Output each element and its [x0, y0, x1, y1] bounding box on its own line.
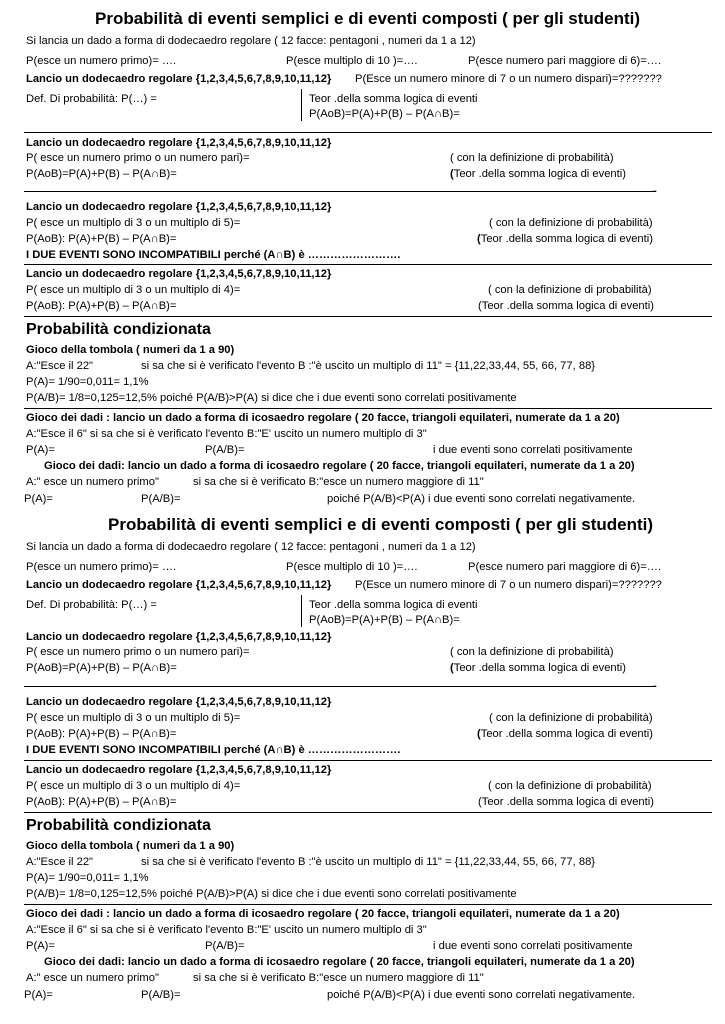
divider [24, 264, 712, 265]
divider [24, 132, 712, 133]
block-2-formula: P(AoB): P(A)+P(B) – P(A∩B)= [26, 233, 177, 245]
tombola-p-a-given-b: P(A/B)= 1/8=0,125=12,5% poiché P(A/B)>P(A) si dice che i due eventi sono correlati positivamente [26, 392, 517, 404]
separator-line [301, 89, 302, 121]
block-1-heading: Lancio un dodecaedro regolare {1,2,3,4,5,6,7,8,9,10,11,12} [26, 137, 332, 149]
worksheet-title: Probabilità di eventi semplici e di eventi composti ( per gli studenti) [108, 515, 654, 534]
dice-2-p-a: P(A)= [24, 989, 53, 1001]
dice-1-p-a-given-b: P(A/B)= [205, 444, 245, 456]
question-multiple-10: P(esce multiplo di 10 )=…. [286, 561, 418, 573]
dice-1-p-a: P(A)= [26, 940, 55, 952]
block-2-hint-theorem: (Teor .della somma logica di eventi) [477, 728, 653, 740]
block-1-hint-definition: ( con la definizione di probabilità) [450, 152, 614, 164]
divider [24, 408, 712, 409]
conditional-probability-title: Probabilità condizionata [26, 321, 211, 338]
block-2-formula: P(AoB): P(A)+P(B) – P(A∩B)= [26, 728, 177, 740]
tombola-event-b: si sa che si è verificato l'evento B :"è uscito un multiplo di 11" = {11,22,33,44, 55, 66, 77, 88} [141, 856, 596, 868]
block-1-formula: P(AoB)=P(A)+P(B) – P(A∩B)= [26, 662, 177, 674]
dice-1-event: A:"Esce il 6" si sa che si è verificato l'evento B:"E' uscito un numero multiplo di 3" [26, 924, 427, 936]
dice-2-conclusion: poiché P(A/B)<P(A) i due eventi sono correlati negativamente. [327, 493, 636, 505]
divider [24, 904, 712, 905]
dice-1-heading: Gioco dei dadi : lancio un dado a forma di icosaedro regolare ( 20 facce, triangoli equilateri, numerate da 1 a 20) [26, 412, 620, 424]
question-multiple-10: P(esce multiplo di 10 )=…. [286, 55, 418, 67]
block-1-formula: P(AoB)=P(A)+P(B) – P(A∩B)= [26, 168, 177, 180]
block-1-hint-theorem: (Teor .della somma logica di eventi) [450, 168, 626, 180]
question-prime: P(esce un numero primo)= …. [26, 55, 177, 67]
tombola-event-a: A:"Esce il 22" [26, 856, 94, 868]
dice-2-event-b: si sa che si è verificato B:"esce un numero maggiore di 11" [193, 972, 484, 984]
intro-text: Si lancia un dado a forma di dodecaedro regolare ( 12 facce: pentagoni , numeri da 1 a 12) [26, 35, 476, 47]
dice-2-heading: Gioco dei dadi: lancio un dado a forma di icosaedro regolare ( 20 facce, triangoli equilateri, numerate da 1 a 20) [44, 460, 635, 472]
dice-2-p-a-given-b: P(A/B)= [141, 493, 181, 505]
theorem-formula: P(AoB)=P(A)+P(B) – P(A∩B)= [309, 108, 460, 120]
block-3-hint-definition: ( con la definizione di probabilità) [488, 780, 652, 792]
dice-2-p-a: P(A)= [24, 493, 53, 505]
block-2-question: P( esce un multiplo di 3 o un multiplo di 5)= [26, 712, 241, 724]
dice-2-conclusion: poiché P(A/B)<P(A) i due eventi sono correlati negativamente. [327, 989, 636, 1001]
block-2-heading: Lancio un dodecaedro regolare {1,2,3,4,5,6,7,8,9,10,11,12} [26, 696, 332, 708]
question-even-greater-6: P(esce numero pari maggiore di 6)=…. [468, 55, 662, 67]
divider [24, 191, 654, 192]
block-3-question: P( esce un multiplo di 3 o un multiplo di 4)= [26, 780, 241, 792]
block-3-question: P( esce un multiplo di 3 o un multiplo di 4)= [26, 284, 241, 296]
block-2-incompatible: I DUE EVENTI SONO INCOMPATIBILI perché (A∩B) è ……………………. [26, 744, 401, 756]
separator-line [301, 595, 302, 627]
block-3-heading: Lancio un dodecaedro regolare {1,2,3,4,5,6,7,8,9,10,11,12} [26, 268, 332, 280]
conditional-probability-title: Probabilità condizionata [26, 817, 211, 834]
block-2-hint-theorem: (Teor .della somma logica di eventi) [477, 233, 653, 245]
worksheet-title: Probabilità di eventi semplici e di eventi composti ( per gli studenti) [95, 9, 641, 28]
divider [24, 316, 712, 317]
dice-1-conclusion: i due eventi sono correlati positivamente [433, 444, 633, 456]
block-2-heading: Lancio un dodecaedro regolare {1,2,3,4,5,6,7,8,9,10,11,12} [26, 201, 332, 213]
block-2-hint-definition: ( con la definizione di probabilità) [489, 217, 653, 229]
block-3-hint-definition: ( con la definizione di probabilità) [488, 284, 652, 296]
dice-1-event: A:"Esce il 6" si sa che si è verificato l'evento B:"E' uscito un numero multiplo di 3" [26, 428, 427, 440]
block-3-hint-theorem: (Teor .della somma logica di eventi) [478, 300, 654, 312]
dice-2-event-b: si sa che si è verificato B:"esce un numero maggiore di 11" [193, 476, 484, 488]
question-even-greater-6: P(esce numero pari maggiore di 6)=…. [468, 561, 662, 573]
intro-text: Si lancia un dado a forma di dodecaedro regolare ( 12 facce: pentagoni , numeri da 1 a 12) [26, 541, 476, 553]
divider [24, 812, 712, 813]
divider-dash: - [653, 680, 657, 692]
dodecahedron-heading: Lancio un dodecaedro regolare {1,2,3,4,5,6,7,8,9,10,11,12} [26, 73, 332, 85]
tombola-heading: Gioco della tombola ( numeri da 1 a 90) [26, 840, 235, 852]
dice-1-heading: Gioco dei dadi : lancio un dado a forma di icosaedro regolare ( 20 facce, triangoli equilateri, numerate da 1 a 20) [26, 908, 620, 920]
tombola-event-a: A:"Esce il 22" [26, 360, 94, 372]
block-1-question: P( esce un numero primo o un numero pari)= [26, 646, 250, 658]
tombola-event-b: si sa che si è verificato l'evento B :"è uscito un multiplo di 11" = {11,22,33,44, 55, 66, 77, 88} [141, 360, 596, 372]
block-2-hint-definition: ( con la definizione di probabilità) [489, 712, 653, 724]
dice-1-p-a-given-b: P(A/B)= [205, 940, 245, 952]
theorem-label: Teor .della somma logica di eventi [309, 599, 478, 611]
dice-2-event-a: A:" esce un numero primo" [26, 972, 159, 984]
theorem-formula: P(AoB)=P(A)+P(B) – P(A∩B)= [309, 614, 460, 626]
definition-probability: Def. Di probabilità: P(…) = [26, 93, 157, 105]
theorem-label: Teor .della somma logica di eventi [309, 93, 478, 105]
dice-1-conclusion: i due eventi sono correlati positivamente [433, 940, 633, 952]
worksheet-copy-1 [0, 8, 725, 503]
dice-2-heading: Gioco dei dadi: lancio un dado a forma di icosaedro regolare ( 20 facce, triangoli equilateri, numerate da 1 a 20) [44, 956, 635, 968]
divider [24, 760, 712, 761]
question-less-7-or-odd: P(Esce un numero minore di 7 o un numero dispari)=??????? [355, 73, 662, 85]
block-1-heading: Lancio un dodecaedro regolare {1,2,3,4,5,6,7,8,9,10,11,12} [26, 631, 332, 643]
tombola-p-a: P(A)= 1/90=0,011= 1,1% [26, 872, 149, 884]
block-3-hint-theorem: (Teor .della somma logica di eventi) [478, 796, 654, 808]
divider-dash: - [653, 185, 657, 197]
block-3-heading: Lancio un dodecaedro regolare {1,2,3,4,5,6,7,8,9,10,11,12} [26, 764, 332, 776]
question-prime: P(esce un numero primo)= …. [26, 561, 177, 573]
block-3-formula: P(AoB): P(A)+P(B) – P(A∩B)= [26, 300, 177, 312]
worksheet-copy-2 [0, 514, 725, 1009]
block-2-incompatible: I DUE EVENTI SONO INCOMPATIBILI perché (A∩B) è ……………………. [26, 249, 401, 261]
dice-2-p-a-given-b: P(A/B)= [141, 989, 181, 1001]
tombola-p-a: P(A)= 1/90=0,011= 1,1% [26, 376, 149, 388]
dodecahedron-heading: Lancio un dodecaedro regolare {1,2,3,4,5,6,7,8,9,10,11,12} [26, 579, 332, 591]
question-less-7-or-odd: P(Esce un numero minore di 7 o un numero dispari)=??????? [355, 579, 662, 591]
block-1-hint-definition: ( con la definizione di probabilità) [450, 646, 614, 658]
divider [24, 686, 654, 687]
block-1-hint-theorem: (Teor .della somma logica di eventi) [450, 662, 626, 674]
block-1-question: P( esce un numero primo o un numero pari)= [26, 152, 250, 164]
definition-probability: Def. Di probabilità: P(…) = [26, 599, 157, 611]
dice-1-p-a: P(A)= [26, 444, 55, 456]
tombola-heading: Gioco della tombola ( numeri da 1 a 90) [26, 344, 235, 356]
tombola-p-a-given-b: P(A/B)= 1/8=0,125=12,5% poiché P(A/B)>P(A) si dice che i due eventi sono correlati positivamente [26, 888, 517, 900]
block-2-question: P( esce un multiplo di 3 o un multiplo di 5)= [26, 217, 241, 229]
dice-2-event-a: A:" esce un numero primo" [26, 476, 159, 488]
block-3-formula: P(AoB): P(A)+P(B) – P(A∩B)= [26, 796, 177, 808]
